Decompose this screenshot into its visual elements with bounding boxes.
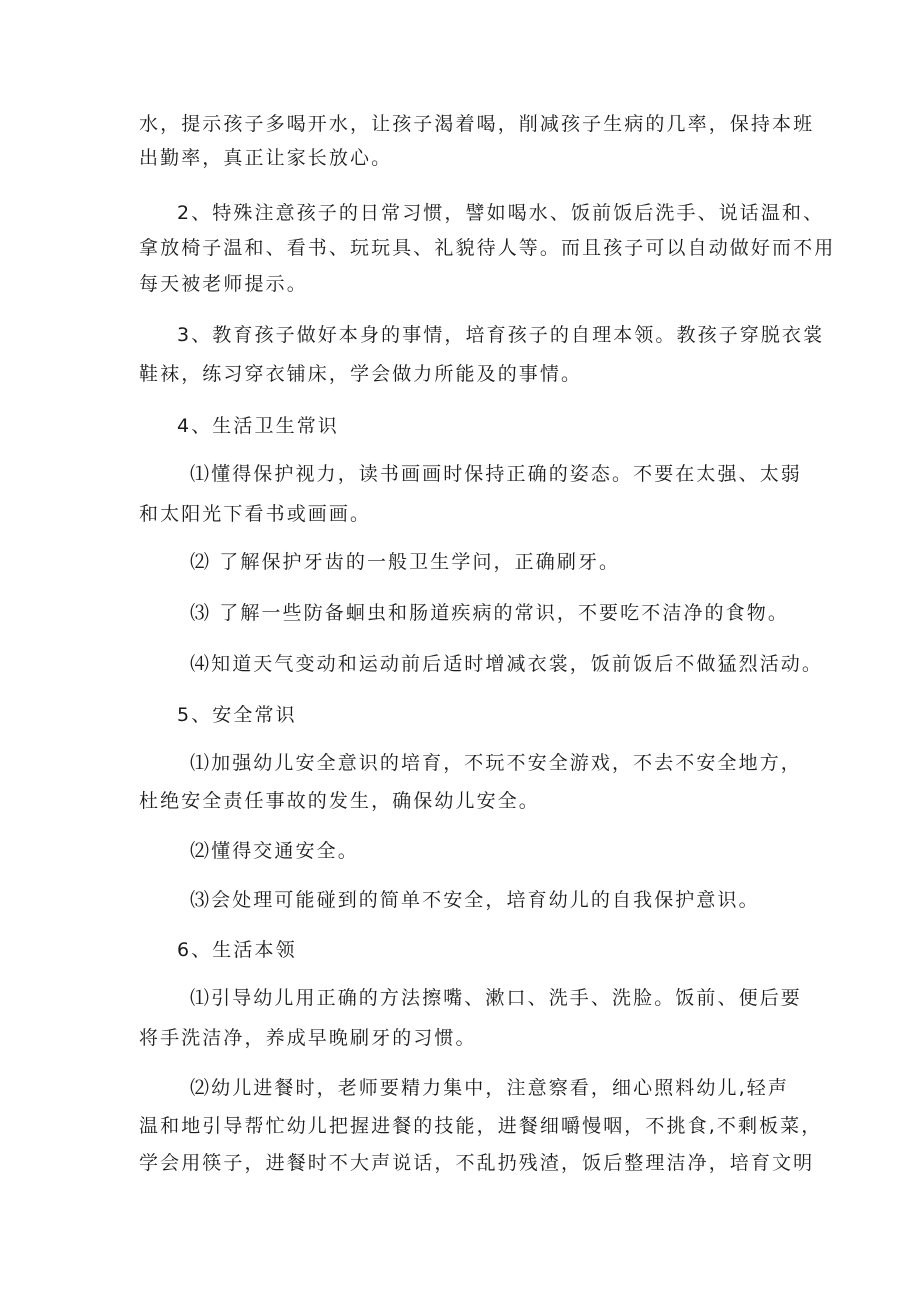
text-line: 杜绝安全责任事故的发生，确保幼儿安全。 bbox=[139, 790, 540, 812]
text-line: 水，提示孩子多喝开水，让孩子渴着喝，削减孩子生病的几率，保持本班 bbox=[139, 113, 815, 135]
section-heading: 4、生活卫生常识 bbox=[177, 415, 339, 437]
text-line: 拿放椅子温和、看书、玩玩具、礼貌待人等。而且孩子可以自动做好而不用 bbox=[139, 237, 836, 259]
text-line: ⑴加强幼儿安全意识的培育，不玩不安全游戏，不去不安全地方， bbox=[190, 752, 802, 774]
text-line: ⑶ 了解一些防备蛔虫和肠道疾病的常识，不要吃不洁净的食物。 bbox=[190, 602, 789, 624]
text-line: 将手洗洁净，养成早晚刷牙的习惯。 bbox=[139, 1027, 477, 1049]
text-line: ⑷知道天气变动和运动前后适时增减衣裳，饭前饭后不做猛烈活动。 bbox=[190, 653, 824, 675]
text-line: 学会用筷子，进餐时不大声说话，不乱扔残渣，饭后整理洁净，培育文明 bbox=[139, 1152, 815, 1174]
text-line: 3、教育孩子做好本身的事情，培育孩子的自理本领。教孩子穿脱衣裳 bbox=[177, 324, 825, 346]
text-line: ⑴引导幼儿用正确的方法擦嘴、漱口、洗手、洗脸。饭前、便后要 bbox=[190, 987, 802, 1009]
text-line: ⑶会处理可能碰到的简单不安全，培育幼儿的自我保护意识。 bbox=[190, 889, 760, 911]
text-line: 出勤率，真正让家长放心。 bbox=[139, 147, 393, 169]
text-line: 每天被老师提示。 bbox=[139, 273, 308, 295]
section-heading: 6、生活本领 bbox=[177, 939, 297, 961]
text-line: 温和地引导帮忙幼儿把握进餐的技能，进餐细嚼慢咽，不挑食,不剩板菜， bbox=[139, 1115, 823, 1137]
text-line: 鞋袜，练习穿衣铺床，学会做力所能及的事情。 bbox=[139, 363, 583, 385]
text-line: 2、特殊注意孩子的日常习惯，譬如喝水、饭前饭后洗手、说话温和、 bbox=[177, 202, 825, 224]
text-line: ⑵懂得交通安全。 bbox=[190, 840, 359, 862]
text-line: ⑴懂得保护视力，读书画画时保持正确的姿态。不要在太强、太弱 bbox=[190, 463, 802, 485]
section-heading: 5、安全常识 bbox=[177, 704, 297, 726]
text-line: ⑵幼儿进餐时，老师要精力集中，注意察看，细心照料幼儿,轻声 bbox=[190, 1077, 789, 1099]
text-line: 和太阳光下看书或画画。 bbox=[139, 503, 372, 525]
text-line: ⑵ 了解保护牙齿的一般卫生学问，正确刷牙。 bbox=[190, 551, 621, 573]
